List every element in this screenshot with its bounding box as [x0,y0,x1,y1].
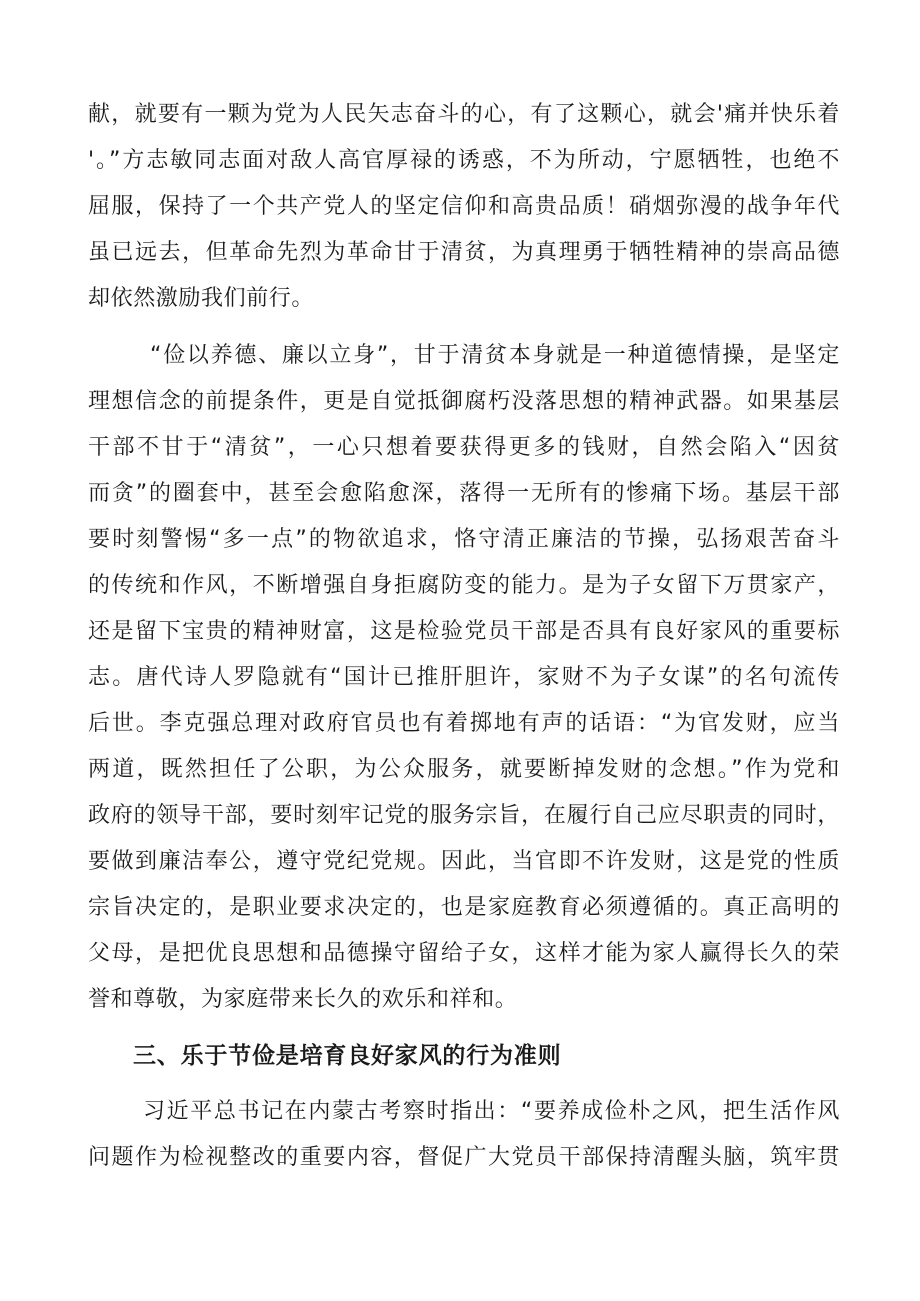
paragraph-2-line-1: “俭以养德、廉以立身”，甘于清贫本身就是一种道德情操，是坚定 [150,343,840,368]
paragraph-1-line-5: 却依然激励我们前行。 [88,286,315,311]
paragraph-3-line-2: 问题作为检视整改的重要内容，督促广大党员干部保持清醒头脑，筑牢贯 [88,1145,840,1170]
paragraph-2-line-4: 而贪”的圈套中，甚至会愈陷愈深，落得一无所有的惨痛下场。基层干部 [88,481,840,506]
paragraph-2-line-6: 的传统和作风，不断增强自身拒腐防变的能力。是为子女留下万贯家产， [88,573,840,598]
paragraph-3-line-1: 习近平总书记在内蒙古考察时指出：“要养成俭朴之风，把生活作风 [143,1099,840,1124]
paragraph-2-line-8: 志。唐代诗人罗隐就有“国计已推肝胆许，家财不为子女谋”的名句流传 [88,665,840,690]
paragraph-2-line-15: 誉和尊敬，为家庭带来长久的欢乐和祥和。 [88,987,518,1012]
paragraph-2-line-10: 两道，既然担任了公职，为公众服务，就要断掉发财的念想。”作为党和 [88,757,840,782]
paragraph-2-line-2: 理想信念的前提条件，更是自觉抵御腐朽没落思想的精神武器。如果基层 [88,389,840,414]
paragraph-2-line-3: 干部不甘于“清贫”，一心只想着要获得更多的钱财，自然会陷入“因贫 [88,435,840,460]
paragraph-2-line-5: 要时刻警惕“多一点”的物欲追求，恪守清正廉洁的节操，弘扬艰苦奋斗 [88,527,840,552]
paragraph-2-line-12: 要做到廉洁奉公，遵守党纪党规。因此，当官即不许发财，这是党的性质 [88,849,840,874]
section-heading: 三、乐于节俭是培育良好家风的行为准则 [133,1043,562,1069]
paragraph-2-line-7: 还是留下宝贵的精神财富，这是检验党员干部是否具有良好家风的重要标 [88,619,840,644]
paragraph-2-line-9: 后世。李克强总理对政府官员也有着掷地有声的话语：“为官发财，应当 [88,711,840,736]
paragraph-1-line-1: 献，就要有一颗为党为人民矢志奋斗的心，有了这颗心，就会'痛并快乐着 [88,102,840,127]
paragraph-2-line-13: 宗旨决定的，是职业要求决定的，也是家庭教育必须遵循的。真正高明的 [88,895,840,920]
paragraph-2-line-14: 父母，是把优良思想和品德操守留给子女，这样才能为家人赢得长久的荣 [88,941,840,966]
paragraph-2-line-11: 政府的领导干部，要时刻牢记党的服务宗旨，在履行自己应尽职责的同时， [88,803,840,828]
paragraph-1-line-2: '。”方志敏同志面对敌人高官厚禄的诱惑，不为所动，宁愿牺牲，也绝不 [88,148,840,173]
paragraph-1-line-3: 屈服，保持了一个共产党人的坚定信仰和高贵品质！硝烟弥漫的战争年代 [88,194,840,219]
paragraph-1-line-4: 虽已远去，但革命先烈为革命甘于清贫，为真理勇于牺牲精神的崇高品德 [88,240,840,265]
